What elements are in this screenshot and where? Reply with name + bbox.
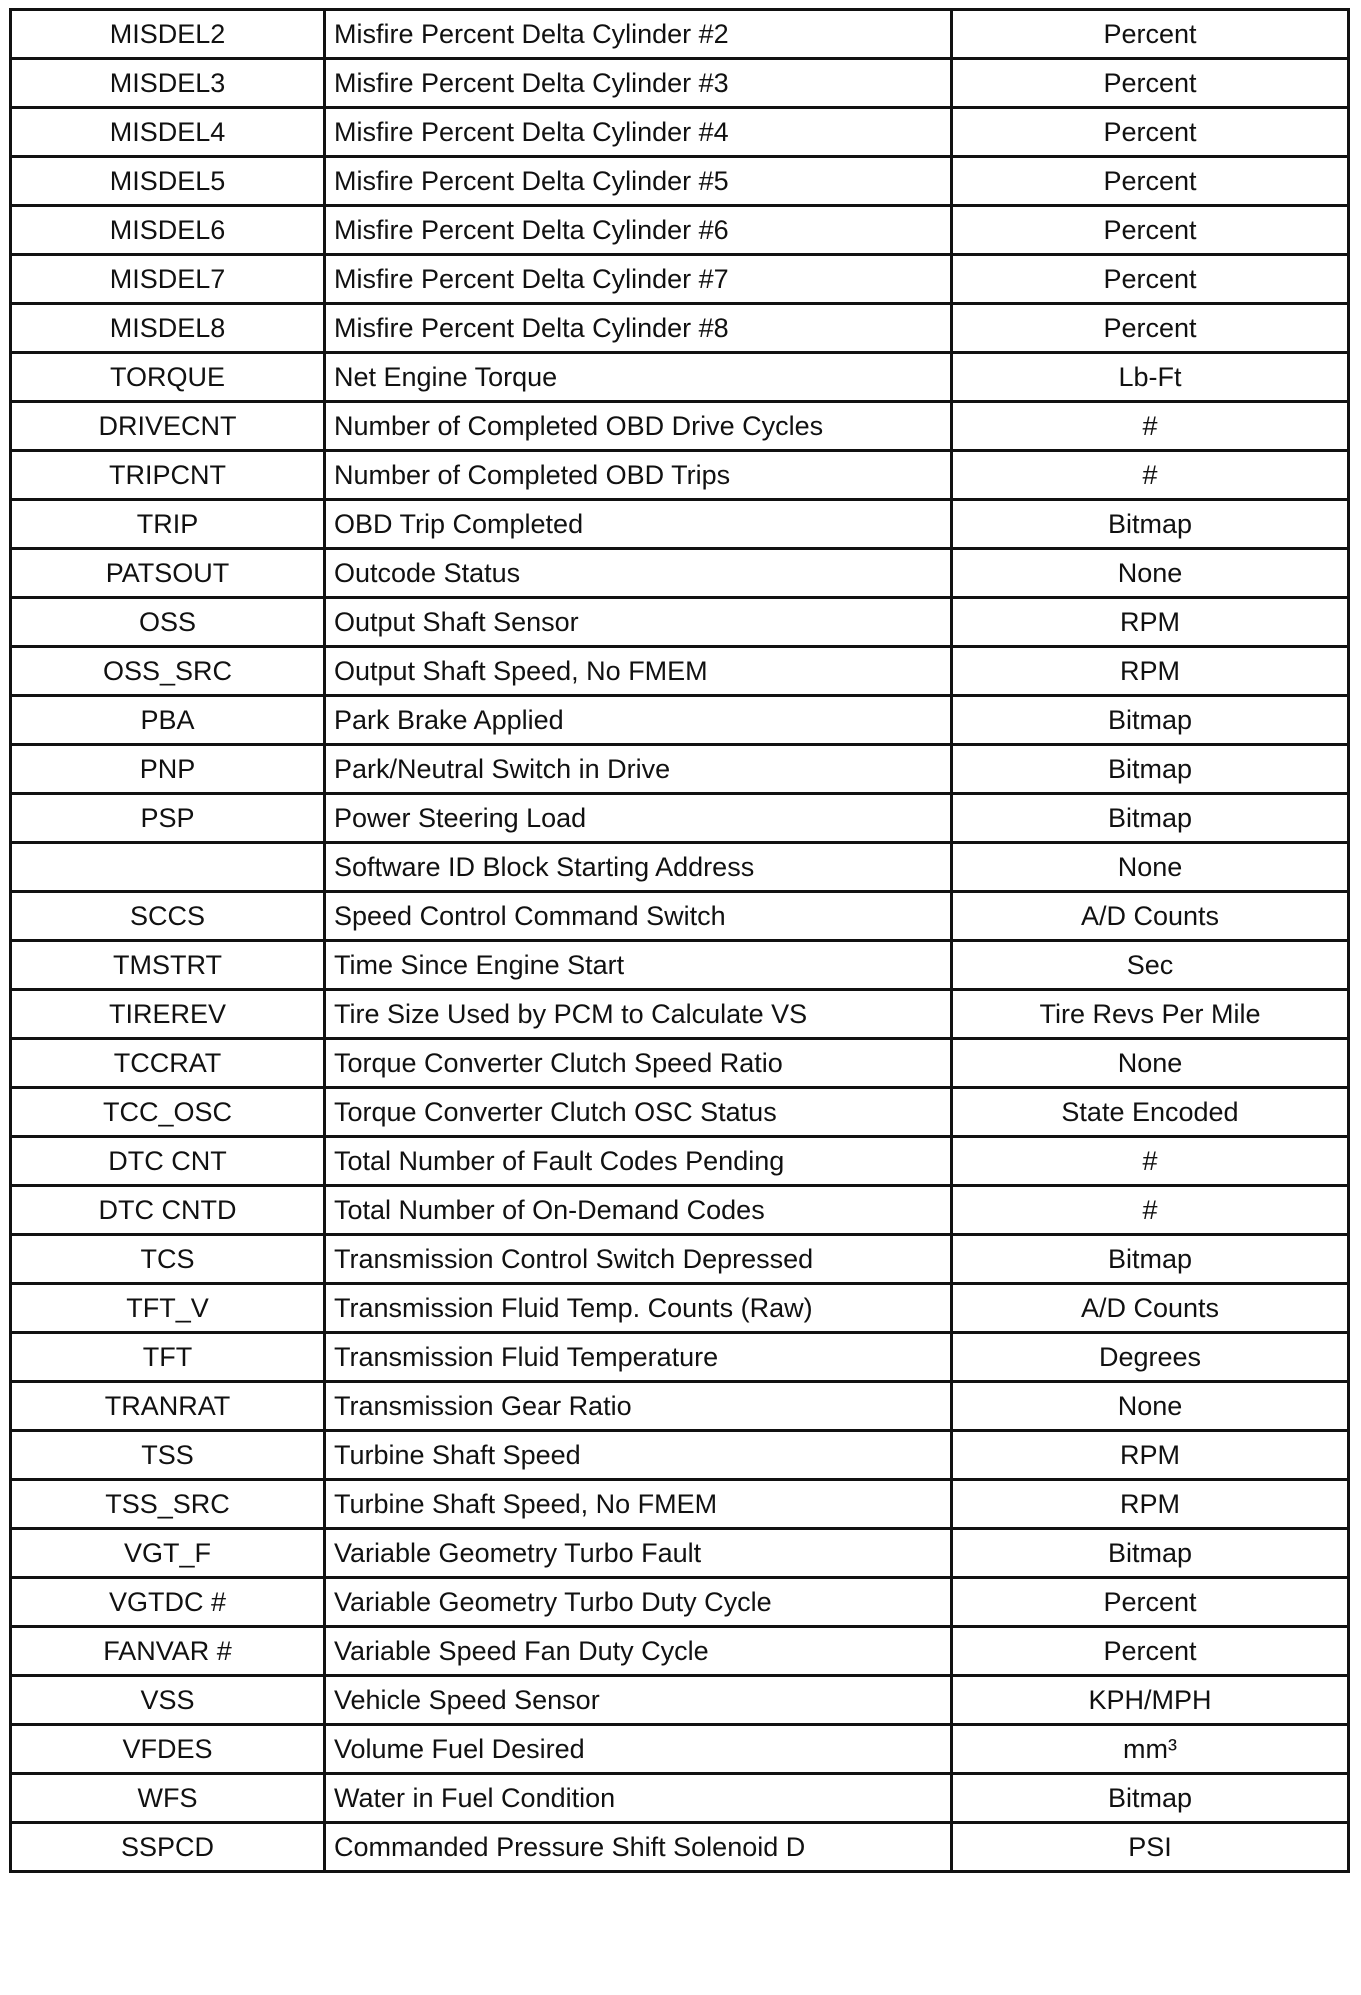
pid-unit: None	[952, 549, 1349, 598]
pid-unit: Percent	[952, 1627, 1349, 1676]
pid-code: TIREREV	[11, 990, 325, 1039]
pid-description: Transmission Gear Ratio	[325, 1382, 952, 1431]
pid-description: Speed Control Command Switch	[325, 892, 952, 941]
pid-unit: A/D Counts	[952, 1284, 1349, 1333]
pid-unit: KPH/MPH	[952, 1676, 1349, 1725]
table-row	[11, 1333, 1349, 1382]
pid-description: Variable Geometry Turbo Duty Cycle	[325, 1578, 952, 1627]
table-row	[11, 1235, 1349, 1284]
pid-unit: Bitmap	[952, 794, 1349, 843]
table-row	[11, 402, 1349, 451]
pid-unit: Lb-Ft	[952, 353, 1349, 402]
pid-description: Outcode Status	[325, 549, 952, 598]
table-row	[11, 1088, 1349, 1137]
pid-description: Transmission Fluid Temp. Counts (Raw)	[325, 1284, 952, 1333]
pid-code: DRIVECNT	[11, 402, 325, 451]
pid-code: TCC_OSC	[11, 1088, 325, 1137]
pid-description: Total Number of Fault Codes Pending	[325, 1137, 952, 1186]
pid-unit: Percent	[952, 108, 1349, 157]
table-row	[11, 941, 1349, 990]
pid-description: Output Shaft Speed, No FMEM	[325, 647, 952, 696]
pid-code: VGT_F	[11, 1529, 325, 1578]
pid-unit: RPM	[952, 647, 1349, 696]
pid-code: TRIPCNT	[11, 451, 325, 500]
table-row	[11, 1480, 1349, 1529]
table-row	[11, 157, 1349, 206]
pid-description: Park/Neutral Switch in Drive	[325, 745, 952, 794]
pid-description: Misfire Percent Delta Cylinder #7	[325, 255, 952, 304]
pid-description: Turbine Shaft Speed, No FMEM	[325, 1480, 952, 1529]
pid-description: Number of Completed OBD Drive Cycles	[325, 402, 952, 451]
pid-description: Volume Fuel Desired	[325, 1725, 952, 1774]
pid-code: PBA	[11, 696, 325, 745]
table-row	[11, 745, 1349, 794]
pid-description: Output Shaft Sensor	[325, 598, 952, 647]
pid-unit: None	[952, 1039, 1349, 1088]
table-row	[11, 206, 1349, 255]
table-row	[11, 1676, 1349, 1725]
table-row	[11, 794, 1349, 843]
pid-unit: Bitmap	[952, 1529, 1349, 1578]
pid-code: TRANRAT	[11, 1382, 325, 1431]
table-row	[11, 1627, 1349, 1676]
pid-unit: Bitmap	[952, 1774, 1349, 1823]
table-row	[11, 108, 1349, 157]
pid-code: PATSOUT	[11, 549, 325, 598]
pid-unit: State Encoded	[952, 1088, 1349, 1137]
pid-code: VSS	[11, 1676, 325, 1725]
pid-unit: Tire Revs Per Mile	[952, 990, 1349, 1039]
table-row	[11, 451, 1349, 500]
pid-code: TSS	[11, 1431, 325, 1480]
pid-unit: Percent	[952, 10, 1349, 59]
pid-description: Tire Size Used by PCM to Calculate VS	[325, 990, 952, 1039]
pid-code: MISDEL4	[11, 108, 325, 157]
pid-code: TMSTRT	[11, 941, 325, 990]
pid-unit: Degrees	[952, 1333, 1349, 1382]
table-row	[11, 1578, 1349, 1627]
pid-code: TFT_V	[11, 1284, 325, 1333]
pid-unit: RPM	[952, 1480, 1349, 1529]
pid-description: Water in Fuel Condition	[325, 1774, 952, 1823]
pid-code: VGTDC #	[11, 1578, 325, 1627]
pid-description: Misfire Percent Delta Cylinder #8	[325, 304, 952, 353]
pid-unit: Percent	[952, 304, 1349, 353]
pid-unit: RPM	[952, 598, 1349, 647]
pid-code: PSP	[11, 794, 325, 843]
pid-description: Time Since Engine Start	[325, 941, 952, 990]
pid-code: DTC CNTD	[11, 1186, 325, 1235]
table-row	[11, 549, 1349, 598]
table-row	[11, 1382, 1349, 1431]
pid-unit: #	[952, 1137, 1349, 1186]
pid-description: Misfire Percent Delta Cylinder #4	[325, 108, 952, 157]
table-row	[11, 990, 1349, 1039]
pid-description: Variable Speed Fan Duty Cycle	[325, 1627, 952, 1676]
table-row	[11, 1823, 1349, 1872]
pid-unit: Percent	[952, 255, 1349, 304]
pid-code: FANVAR #	[11, 1627, 325, 1676]
pid-table-body	[11, 10, 1349, 1872]
pid-code: TFT	[11, 1333, 325, 1382]
pid-unit: None	[952, 1382, 1349, 1431]
pid-code: SCCS	[11, 892, 325, 941]
pid-description: Commanded Pressure Shift Solenoid D	[325, 1823, 952, 1872]
pid-table	[9, 8, 1350, 1873]
table-row	[11, 1431, 1349, 1480]
pid-description: Torque Converter Clutch Speed Ratio	[325, 1039, 952, 1088]
pid-description: OBD Trip Completed	[325, 500, 952, 549]
pid-unit: Bitmap	[952, 745, 1349, 794]
pid-unit: Percent	[952, 1578, 1349, 1627]
pid-unit: #	[952, 451, 1349, 500]
pid-description: Variable Geometry Turbo Fault	[325, 1529, 952, 1578]
table-row	[11, 1137, 1349, 1186]
pid-code: MISDEL3	[11, 59, 325, 108]
table-row	[11, 598, 1349, 647]
pid-code: WFS	[11, 1774, 325, 1823]
pid-description: Power Steering Load	[325, 794, 952, 843]
table-row	[11, 10, 1349, 59]
pid-description: Vehicle Speed Sensor	[325, 1676, 952, 1725]
pid-unit: Bitmap	[952, 500, 1349, 549]
pid-description: Misfire Percent Delta Cylinder #3	[325, 59, 952, 108]
pid-unit: Percent	[952, 206, 1349, 255]
table-row	[11, 1039, 1349, 1088]
pid-code: DTC CNT	[11, 1137, 325, 1186]
pid-description: Turbine Shaft Speed	[325, 1431, 952, 1480]
pid-description: Total Number of On-Demand Codes	[325, 1186, 952, 1235]
pid-unit: Percent	[952, 157, 1349, 206]
pid-code: OSS	[11, 598, 325, 647]
pid-code: TCCRAT	[11, 1039, 325, 1088]
pid-description: Misfire Percent Delta Cylinder #5	[325, 157, 952, 206]
pid-unit: Bitmap	[952, 696, 1349, 745]
pid-unit: Percent	[952, 59, 1349, 108]
table-row	[11, 59, 1349, 108]
pid-code: TRIP	[11, 500, 325, 549]
pid-code: OSS_SRC	[11, 647, 325, 696]
pid-description: Transmission Fluid Temperature	[325, 1333, 952, 1382]
table-row	[11, 1529, 1349, 1578]
table-row	[11, 1725, 1349, 1774]
pid-description: Transmission Control Switch Depressed	[325, 1235, 952, 1284]
pid-code: MISDEL2	[11, 10, 325, 59]
pid-code: MISDEL8	[11, 304, 325, 353]
table-row	[11, 1186, 1349, 1235]
table-row	[11, 843, 1349, 892]
pid-unit: Sec	[952, 941, 1349, 990]
pid-unit: None	[952, 843, 1349, 892]
table-row	[11, 1774, 1349, 1823]
pid-code: SSPCD	[11, 1823, 325, 1872]
pid-description: Misfire Percent Delta Cylinder #6	[325, 206, 952, 255]
pid-code: TORQUE	[11, 353, 325, 402]
pid-description: Software ID Block Starting Address	[325, 843, 952, 892]
pid-description: Torque Converter Clutch OSC Status	[325, 1088, 952, 1137]
pid-code: MISDEL5	[11, 157, 325, 206]
pid-unit: RPM	[952, 1431, 1349, 1480]
table-row	[11, 647, 1349, 696]
table-row	[11, 304, 1349, 353]
pid-description: Number of Completed OBD Trips	[325, 451, 952, 500]
pid-description: Misfire Percent Delta Cylinder #2	[325, 10, 952, 59]
table-row	[11, 892, 1349, 941]
pid-code: TSS_SRC	[11, 1480, 325, 1529]
pid-unit: #	[952, 402, 1349, 451]
pid-code: VFDES	[11, 1725, 325, 1774]
table-row	[11, 255, 1349, 304]
pid-unit: Bitmap	[952, 1235, 1349, 1284]
pid-unit: A/D Counts	[952, 892, 1349, 941]
pid-code: MISDEL7	[11, 255, 325, 304]
pid-unit: mm³	[952, 1725, 1349, 1774]
pid-unit: #	[952, 1186, 1349, 1235]
pid-code	[11, 843, 325, 892]
pid-description: Net Engine Torque	[325, 353, 952, 402]
table-row	[11, 696, 1349, 745]
pid-code: TCS	[11, 1235, 325, 1284]
pid-description: Park Brake Applied	[325, 696, 952, 745]
table-row	[11, 353, 1349, 402]
table-row	[11, 500, 1349, 549]
pid-code: MISDEL6	[11, 206, 325, 255]
pid-code: PNP	[11, 745, 325, 794]
pid-unit: PSI	[952, 1823, 1349, 1872]
table-row	[11, 1284, 1349, 1333]
